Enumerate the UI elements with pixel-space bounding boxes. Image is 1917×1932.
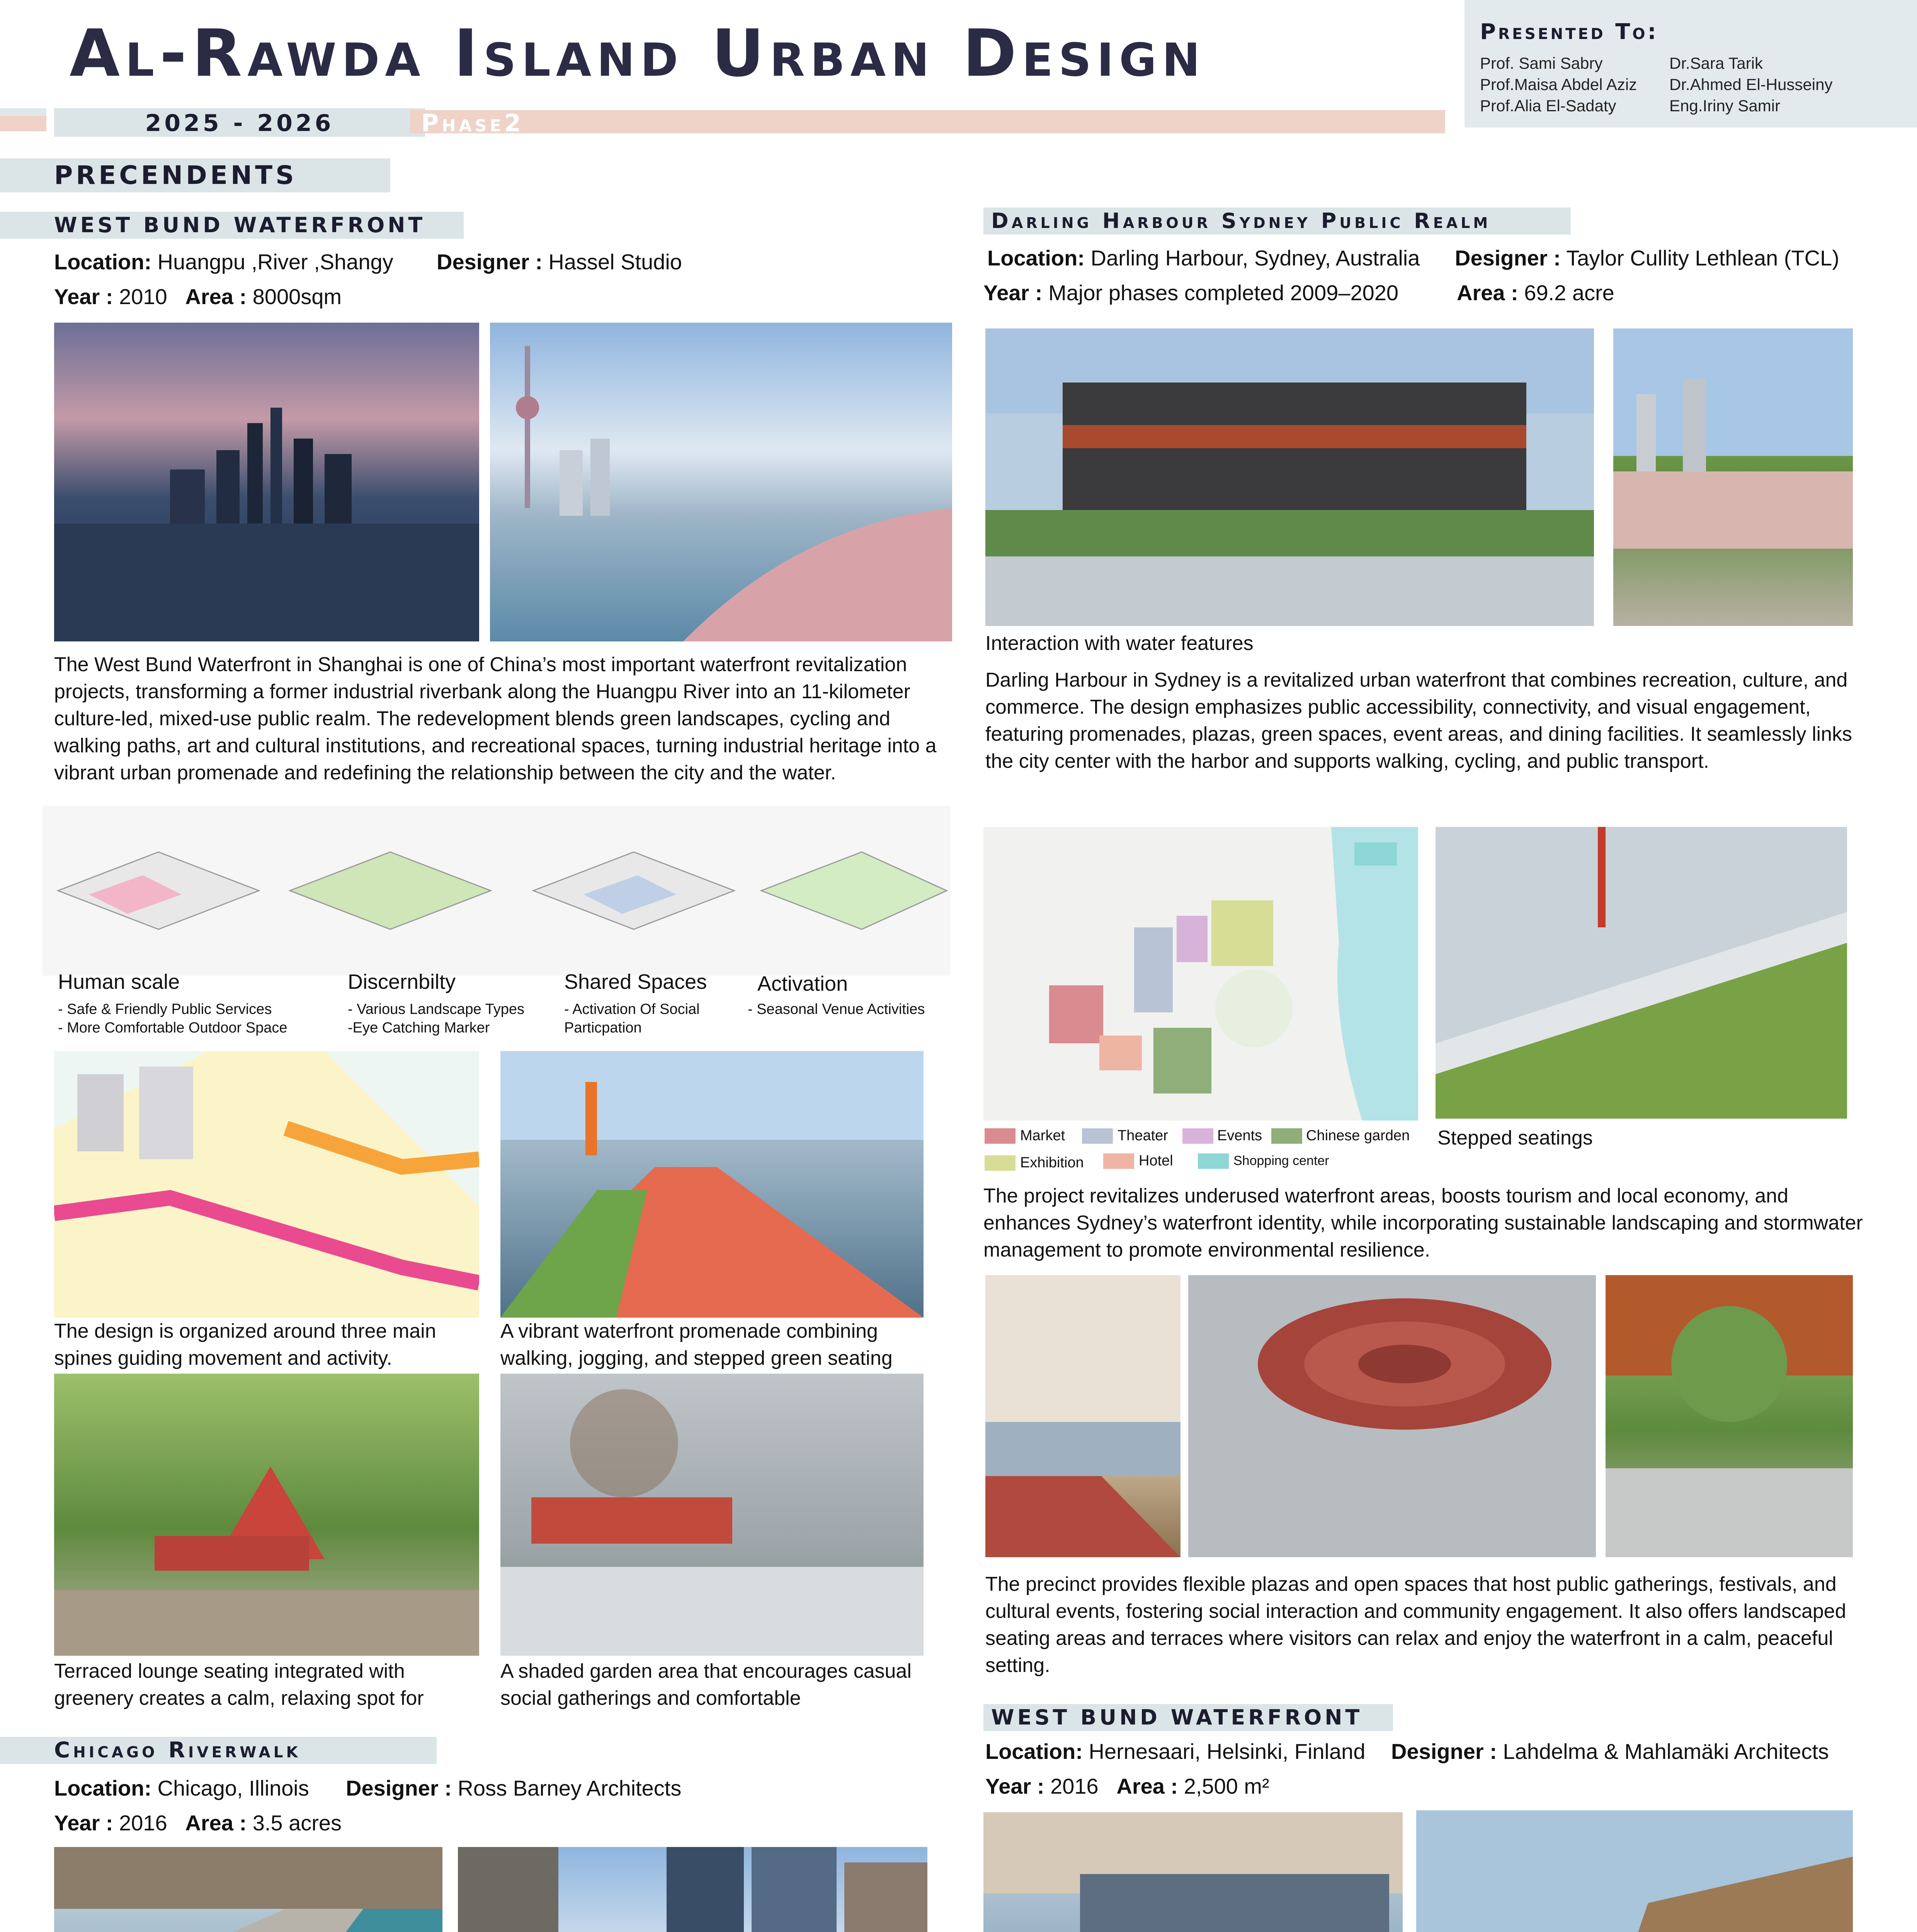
instructor-name: Dr.Sara Tarik (1669, 54, 1763, 72)
harbour-lawn-photo (1613, 328, 1853, 626)
principle-line: -Eye Catching Marker (348, 1020, 490, 1036)
darling-description-2: The project revitalizes underused waterfront areas, boosts tourism and local economy, and enhances Sydney’s waterfront identity, while incorporating sustainable landscaping and stormwater management to promote environmental resilience. (983, 1185, 1863, 1261)
principle-line: - Activation Of Social (564, 1001, 700, 1017)
stepped-seating-caption: Stepped seatings (1437, 1127, 1593, 1149)
header-stripe-left-pink (0, 116, 46, 131)
principle-line: - Seasonal Venue Activities (748, 1001, 925, 1017)
circular-plaza-photo (1188, 1275, 1596, 1557)
darling-designer: Designer : Taylor Cullity Lethlean (TCL) (1455, 246, 1839, 270)
darling-site-map (983, 827, 1418, 1121)
page-title: Al-Rawda Island Urban Design (70, 15, 1206, 91)
skyline-illustration (54, 323, 479, 641)
stepped-seating-photo (1436, 827, 1847, 1119)
spines-axonometric-map (54, 1051, 479, 1318)
riverwalk-aerial-photo (54, 1847, 442, 1932)
darling-year: Year : Major phases completed 2009–2020 (983, 281, 1399, 305)
legend-swatch-theater (1082, 1128, 1113, 1144)
phase-tag: Phase2 (421, 109, 524, 137)
shanghai-skyline-photo (54, 323, 479, 641)
principle-line: - More Comfortable Outdoor Space (58, 1020, 287, 1036)
instructor-name: Prof.Alia El-Sadaty (1480, 97, 1616, 115)
riverside-promenade-render (490, 323, 952, 641)
west-bund-designer: Designer : Hassel Studio (437, 250, 682, 274)
spines-caption: The design is organized around three main spines guiding movement and activity. (54, 1320, 436, 1369)
loyly-aerial-photo (983, 1812, 1403, 1932)
instructor-name: Prof.Maisa Abdel Aziz (1480, 75, 1637, 94)
principle-line: - Various Landscape Types (348, 1001, 524, 1017)
promenade-photo (500, 1051, 924, 1318)
legend-label: Events (1217, 1128, 1262, 1144)
principle-title: Activation (757, 972, 848, 995)
loyly-designer: Designer : Lahdelma & Mahlamäki Architects (1391, 1739, 1829, 1764)
principles-diagram (43, 806, 951, 976)
presented-to-label: Presented To: (1480, 19, 1658, 44)
towers-illustration (458, 1847, 927, 1932)
landscaped-seating-illustration (1606, 1275, 1853, 1557)
legend-swatch-exhibition (985, 1155, 1015, 1171)
water-features-caption: Interaction with water features (985, 632, 1254, 655)
legend-label: Chinese garden (1306, 1128, 1410, 1144)
circular-plaza-illustration (1188, 1275, 1596, 1557)
darling-description-1: Darling Harbour in Sydney is a revitalized urban waterfront that combines recreation, culture, and commerce. The design emphasizes public accessibility, connectivity, and visual engagement, featuring promenades, plazas, green spaces, event areas, and dining facilities. It seamlessly links the city center with the harbor and supports walking, cycling, and public transport. (985, 669, 1852, 772)
loyly-year: Year : 2016 Area : 2,500 m² (985, 1774, 1269, 1798)
legend-swatch-shopping-center (1198, 1153, 1229, 1169)
legend-swatch-market (985, 1128, 1015, 1144)
loyly-terrace-illustration (1416, 1810, 1853, 1932)
garden-caption: A shaded garden area that encourages casual social gatherings and comfortable (500, 1660, 912, 1709)
chicago-title: Chicago Riverwalk (0, 1737, 437, 1764)
promenade-caption: A vibrant waterfront promenade combining walking, jogging, and stepped green seating (500, 1320, 893, 1369)
years-tag: 2025 - 2026 (54, 108, 425, 137)
water-features-photo (985, 328, 1594, 626)
instructor-name: Eng.Iriny Samir (1669, 97, 1781, 115)
lounge-caption: Terraced lounge seating integrated with greenery creates a calm, relaxing spot for (54, 1660, 424, 1709)
legend-swatch-chinese-garden (1271, 1128, 1302, 1144)
loyly-terrace-photo (1416, 1810, 1853, 1932)
loyly-aerial-illustration (983, 1812, 1403, 1932)
instructor-name: Prof. Sami Sabry (1480, 54, 1603, 72)
principle-line: Particpation (564, 1020, 642, 1036)
darling-location: Location: Darling Harbour, Sydney, Australia (987, 246, 1420, 270)
legend-label: Market (1020, 1128, 1065, 1144)
chicago-year: Year : 2016 Area : 3.5 acres (54, 1811, 342, 1835)
landscaped-seating-photo (1606, 1275, 1853, 1557)
legend-label: Shopping center (1233, 1153, 1329, 1168)
building-illustration (985, 328, 1594, 626)
lounge-illustration (54, 1374, 479, 1656)
loyly-title: WEST BUND WATERFRONT (983, 1704, 1393, 1731)
west-bund-location: Location: Huangpu ,River ,Shangy (54, 250, 393, 274)
principles-axonometric-diagram (43, 806, 951, 976)
legend-label: Hotel (1139, 1153, 1173, 1169)
harbour-edge-illustration (985, 1275, 1180, 1557)
west-bund-title: WEST BUND WATERFRONT (0, 212, 464, 239)
spines-illustration (54, 1051, 479, 1318)
west-bund-description: The West Bund Waterfront in Shanghai is one of China’s most important waterfront revitalization projects, transforming a former industrial riverbank along the Huangpu River into an 11-kilometer culture-led, mixed-use public realm. The redevelopment blends green landscapes, cycling and walking paths, art and cultural institutions, and recreational spaces, turning industrial heritage into a vibrant urban promenade and redefining the relationship between the city and the water. (54, 653, 937, 784)
harbour-edge-photo (985, 1275, 1180, 1557)
legend-swatch-events (1182, 1128, 1213, 1144)
site-map-illustration (983, 827, 1418, 1121)
chicago-designer: Designer : Ross Barney Architects (346, 1776, 682, 1800)
phase-bar (410, 110, 1445, 133)
section-title: PRECENDENTS (0, 158, 390, 192)
darling-description-3: The precinct provides flexible plazas and open spaces that host public gatherings, festivals, and cultural events, fostering social interaction and community engagement. It also offers landscaped seating areas and terraces where visitors can relax and enjoy the waterfront in a calm, peaceful setting. (985, 1573, 1846, 1677)
riverwalk-illustration (54, 1847, 442, 1932)
instructor-name: Dr.Ahmed El-Husseiny (1669, 75, 1833, 94)
lawn-illustration (1613, 328, 1853, 626)
promenade-illustration (500, 1051, 924, 1318)
darling-title: Darling Harbour Sydney Public Realm (983, 207, 1571, 235)
presented-to-panel (1465, 0, 1917, 128)
darling-area: Area : 69.2 acre (1457, 281, 1614, 305)
west-bund-year: Year : 2010 Area : 8000sqm (54, 284, 342, 309)
principle-title: Shared Spaces (564, 970, 707, 993)
garden-illustration (500, 1374, 924, 1656)
principle-line: - Safe & Friendly Public Services (58, 1001, 272, 1017)
terraced-lounge-photo (54, 1374, 479, 1656)
principle-title: Human scale (58, 970, 180, 993)
principle-title: Discernbilty (348, 970, 456, 993)
chicago-location: Location: Chicago, Illinois (54, 1776, 309, 1800)
loyly-location: Location: Hernesaari, Helsinki, Finland (985, 1739, 1366, 1764)
riverwalk-towers-photo (458, 1847, 927, 1932)
shaded-garden-photo (500, 1374, 924, 1656)
legend-swatch-hotel (1103, 1153, 1134, 1169)
legend-label: Exhibition (1020, 1155, 1084, 1171)
tower-illustration (490, 323, 952, 641)
stepped-seating-illustration (1436, 827, 1847, 1119)
legend-label: Theater (1118, 1128, 1168, 1144)
